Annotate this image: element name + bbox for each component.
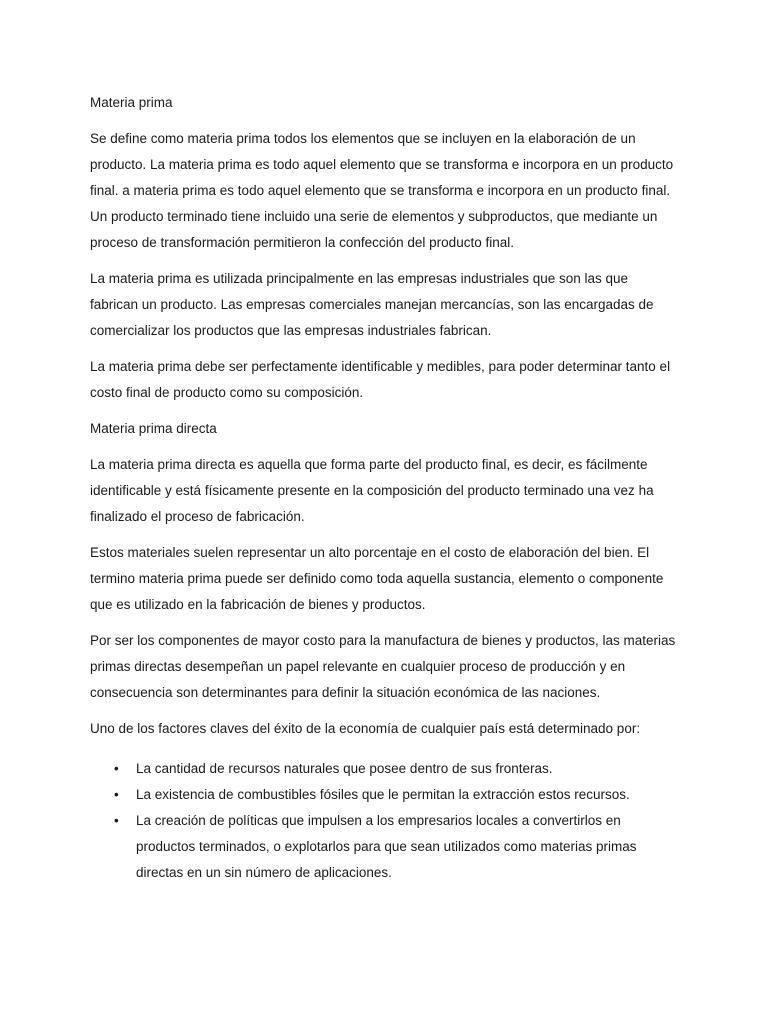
paragraph-identifiable: La materia prima debe ser perfectamente identificable y medibles, para poder determinar tanto el costo final de producto como su composición.: [90, 359, 671, 400]
list-item: [90, 808, 678, 886]
list-item: [90, 782, 678, 808]
list-item: [90, 756, 678, 782]
bullet-list-container: [90, 756, 678, 886]
paragraph-cost-percentage: Estos materiales suelen representar un alto porcentaje en el costo de elaboración del bien. El termino materia prima puede ser definido como toda aquella sustancia, elemento o componente que es utilizado en la fabricación de bienes y productos.: [90, 545, 664, 612]
bullet-icon: •: [114, 787, 119, 802]
list-item-text: La existencia de combustibles fósiles que le permitan la extracción estos recursos.: [136, 787, 630, 802]
bullet-icon: •: [114, 813, 119, 828]
section-heading-materia-prima: Materia prima: [90, 95, 173, 110]
bullet-icon: •: [114, 761, 119, 776]
bullet-list: [90, 756, 678, 886]
list-item-text: La creación de políticas que impulsen a los empresarios locales a convertirlos en productos terminados, o explotarlos para que sean utilizados como materias primas directas en un sin número de aplicaciones.: [136, 813, 637, 880]
paragraph-relevance: Por ser los componentes de mayor costo para la manufactura de bienes y productos, las materias primas directas desempeñan un papel relevante en cualquier proceso de producción y en consecuencia son determinantes para definir la situación económica de las naciones.: [90, 633, 676, 700]
paragraph-direct-definition: La materia prima directa es aquella que forma parte del producto final, es decir, es fácilmente identificable y está físicamente presente en la composición del producto terminado una vez ha finalizado el proceso de fabricación.: [90, 457, 654, 524]
paragraph-success-factors: Uno de los factores claves del éxito de la economía de cualquier país está determinado por:: [90, 721, 641, 736]
section-heading-materia-prima-directa: Materia prima directa: [90, 421, 217, 436]
list-item-text: La cantidad de recursos naturales que posee dentro de sus fronteras.: [136, 761, 553, 776]
paragraph-definition: Se define como materia prima todos los elementos que se incluyen en la elaboración de un producto. La materia prima es todo aquel elemento que se transforma e incorpora en un producto final. a materia prima es todo aquel elemento que se transforma e incorpora en un producto final. Un producto terminado tiene incluido una serie de elementos y subproductos, que mediante un proceso de transformación permitieron la confección del producto final.: [90, 131, 674, 250]
paragraph-industrial-use: La materia prima es utilizada principalmente en las empresas industriales que son las que fabrican un producto. Las empresas comerciales manejan mercancías, son las encargadas de comercializar los productos que las empresas industriales fabrican.: [90, 271, 654, 338]
